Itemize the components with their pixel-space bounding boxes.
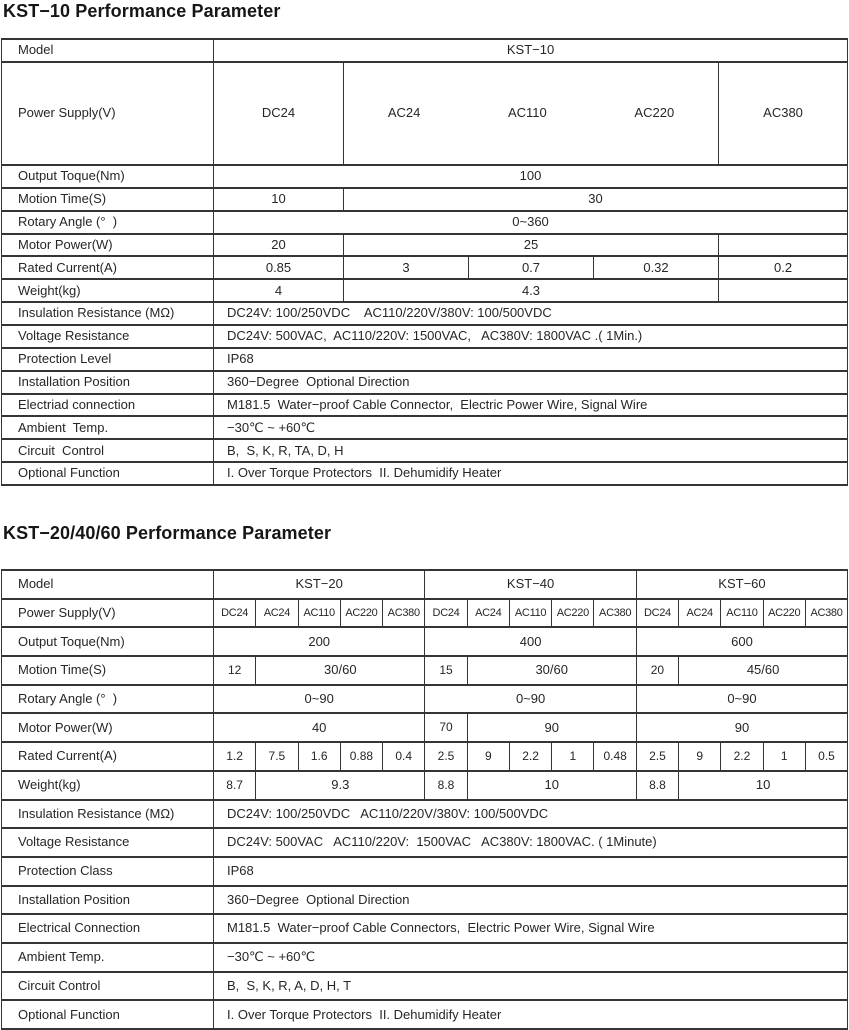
t2-label-protection: Protection Class bbox=[2, 857, 214, 886]
t2-motion-kst40-ac: 30/60 bbox=[467, 656, 636, 685]
t1-row-output-torque bbox=[2, 165, 848, 188]
t1-value-voltage: DC24V: 500VAC, AC110/220V: 1500VAC, AC380V: 1800VAC .( 1Min.) bbox=[214, 325, 848, 348]
t2-value-voltage: DC24V: 500VAC AC110/220V: 1500VAC AC380V: 1800VAC. ( 1Minute) bbox=[214, 828, 848, 857]
t1-label-motion-time: Motion Time(S) bbox=[2, 188, 214, 211]
t1-label-weight: Weight(kg) bbox=[2, 279, 214, 302]
t2-weight-kst40-ac: 10 bbox=[467, 771, 636, 800]
t2-power-cell: AC110 bbox=[721, 599, 763, 628]
t2-angle-kst20: 0~90 bbox=[214, 685, 425, 714]
t2-power-cell: AC24 bbox=[467, 599, 509, 628]
t2-power-cell: DC24 bbox=[425, 599, 467, 628]
t1-row-motion-time bbox=[2, 188, 848, 211]
t2-motor-kst60: 90 bbox=[636, 713, 847, 742]
t1-row-optional bbox=[2, 462, 848, 485]
t2-value-optional: I. Over Torque Protectors II. Dehumidify Heater bbox=[214, 1000, 848, 1029]
t2-power-cell: AC220 bbox=[763, 599, 805, 628]
t2-current-cell: 0.5 bbox=[805, 742, 847, 771]
t2-power-cell: AC380 bbox=[805, 599, 847, 628]
t2-value-ambient: −30℃ ~ +60℃ bbox=[214, 943, 848, 972]
t2-row-connection bbox=[2, 914, 848, 943]
t1-motor-power-dc24: 20 bbox=[214, 234, 344, 257]
t1-row-voltage bbox=[2, 325, 848, 348]
t2-power-cell: AC380 bbox=[594, 599, 636, 628]
t1-row-weight bbox=[2, 279, 848, 302]
t2-label-circuit: Circuit Control bbox=[2, 972, 214, 1001]
t2-current-cell: 9 bbox=[467, 742, 509, 771]
t1-motion-time-ac: 30 bbox=[344, 188, 848, 211]
t1-value-protection: IP68 bbox=[214, 348, 848, 371]
t1-power-ac-spread bbox=[344, 63, 718, 164]
t2-model-kst60: KST−60 bbox=[636, 570, 847, 599]
t1-weight-ac380 bbox=[719, 279, 848, 302]
t2-motor-kst20: 40 bbox=[214, 713, 425, 742]
t2-label-ambient: Ambient Temp. bbox=[2, 943, 214, 972]
t1-label-model: Model bbox=[2, 39, 214, 62]
t2-power-cell: AC110 bbox=[509, 599, 551, 628]
t2-row-motion-time bbox=[2, 656, 848, 685]
t1-label-rated-current: Rated Current(A) bbox=[2, 256, 214, 279]
t1-value-model: KST−10 bbox=[214, 39, 848, 62]
t1-weight-dc24: 4 bbox=[214, 279, 344, 302]
t2-row-rotary-angle bbox=[2, 685, 848, 714]
t2-current-cell: 1.6 bbox=[298, 742, 340, 771]
t1-label-protection: Protection Level bbox=[2, 348, 214, 371]
t2-row-voltage bbox=[2, 828, 848, 857]
t2-current-cell: 0.88 bbox=[340, 742, 382, 771]
t2-row-rated-current bbox=[2, 742, 848, 771]
t1-value-rotary-angle: 0~360 bbox=[214, 211, 848, 234]
t1-row-power-supply bbox=[2, 62, 848, 165]
t1-label-connection: Electriad connection bbox=[2, 394, 214, 417]
t1-label-power-supply: Power Supply(V) bbox=[2, 62, 214, 165]
t1-row-insulation bbox=[2, 302, 848, 325]
t2-current-cell: 9 bbox=[679, 742, 721, 771]
kst10-parameter-table bbox=[1, 38, 848, 486]
t2-motion-kst20-ac: 30/60 bbox=[256, 656, 425, 685]
t1-row-circuit bbox=[2, 439, 848, 462]
t1-label-voltage: Voltage Resistance bbox=[2, 325, 214, 348]
t2-row-installation bbox=[2, 886, 848, 915]
t2-row-model bbox=[2, 570, 848, 599]
t2-current-cell: 0.4 bbox=[383, 742, 425, 771]
t2-row-optional bbox=[2, 1000, 848, 1029]
t1-label-motor-power: Motor Power(W) bbox=[2, 234, 214, 257]
t1-value-insulation: DC24V: 100/250VDC AC110/220V/380V: 100/500VDC bbox=[214, 302, 848, 325]
t1-row-ambient bbox=[2, 416, 848, 439]
t1-value-connection: M181.5 Water−proof Cable Connector, Electric Power Wire, Signal Wire bbox=[214, 394, 848, 417]
t1-current-dc24: 0.85 bbox=[214, 256, 344, 279]
t2-value-protection: IP68 bbox=[214, 857, 848, 886]
t1-power-dc24: DC24 bbox=[214, 62, 344, 165]
t2-weight-kst60-dc: 8.8 bbox=[636, 771, 678, 800]
t2-power-cell: AC110 bbox=[298, 599, 340, 628]
t2-current-cell: 1 bbox=[763, 742, 805, 771]
t2-label-optional: Optional Function bbox=[2, 1000, 214, 1029]
t2-label-weight: Weight(kg) bbox=[2, 771, 214, 800]
t2-torque-kst40: 400 bbox=[425, 627, 636, 656]
t1-row-rated-current bbox=[2, 256, 848, 279]
t2-label-insulation: Insulation Resistance (MΩ) bbox=[2, 800, 214, 829]
t1-weight-ac: 4.3 bbox=[344, 279, 719, 302]
t2-current-cell: 2.2 bbox=[721, 742, 763, 771]
t2-current-cell: 1 bbox=[552, 742, 594, 771]
t1-label-insulation: Insulation Resistance (MΩ) bbox=[2, 302, 214, 325]
t1-label-ambient: Ambient Temp. bbox=[2, 416, 214, 439]
t2-label-motor-power: Motor Power(W) bbox=[2, 713, 214, 742]
t1-row-model bbox=[2, 39, 848, 62]
t1-label-installation: Installation Position bbox=[2, 371, 214, 394]
t2-row-weight bbox=[2, 771, 848, 800]
t2-angle-kst40: 0~90 bbox=[425, 685, 636, 714]
kst10-title: KST−10 Performance Parameter bbox=[3, 1, 281, 21]
kst204060-parameter-table bbox=[1, 569, 848, 1030]
t2-power-cell: AC220 bbox=[552, 599, 594, 628]
t2-row-ambient bbox=[2, 943, 848, 972]
t2-weight-kst20-ac: 9.3 bbox=[256, 771, 425, 800]
t2-label-output-torque: Output Toque(Nm) bbox=[2, 627, 214, 656]
t2-model-kst40: KST−40 bbox=[425, 570, 636, 599]
t2-value-circuit: B, S, K, R, A, D, H, T bbox=[214, 972, 848, 1001]
t1-label-circuit: Circuit Control bbox=[2, 439, 214, 462]
t2-motion-kst40-dc: 15 bbox=[425, 656, 467, 685]
t2-motion-kst60-dc: 20 bbox=[636, 656, 678, 685]
t2-label-rotary-angle: Rotary Angle (° ) bbox=[2, 685, 214, 714]
t1-motor-power-ac: 25 bbox=[344, 234, 719, 257]
t2-motion-kst60-ac: 45/60 bbox=[679, 656, 848, 685]
t2-label-motion-time: Motion Time(S) bbox=[2, 656, 214, 685]
t2-label-connection: Electrical Connection bbox=[2, 914, 214, 943]
t2-torque-kst60: 600 bbox=[636, 627, 847, 656]
t2-row-insulation bbox=[2, 800, 848, 829]
t1-row-connection bbox=[2, 394, 848, 417]
t2-weight-kst40-dc: 8.8 bbox=[425, 771, 467, 800]
t1-power-ac220: AC220 bbox=[634, 105, 675, 121]
t2-power-cell: AC380 bbox=[383, 599, 425, 628]
t1-value-circuit: B, S, K, R, TA, D, H bbox=[214, 439, 848, 462]
t2-weight-kst60-ac: 10 bbox=[679, 771, 848, 800]
t2-power-cell: DC24 bbox=[636, 599, 678, 628]
t1-value-installation: 360−Degree Optional Direction bbox=[214, 371, 848, 394]
t1-motor-power-ac380 bbox=[719, 234, 848, 257]
t1-label-rotary-angle: Rotary Angle (° ) bbox=[2, 211, 214, 234]
t2-label-voltage: Voltage Resistance bbox=[2, 828, 214, 857]
t1-current-ac110: 0.7 bbox=[469, 256, 594, 279]
t2-torque-kst20: 200 bbox=[214, 627, 425, 656]
t1-row-motor-power bbox=[2, 234, 848, 257]
t2-row-circuit bbox=[2, 972, 848, 1001]
t2-current-cell: 0.48 bbox=[594, 742, 636, 771]
t1-label-optional: Optional Function bbox=[2, 462, 214, 485]
t1-motion-time-dc24: 10 bbox=[214, 188, 344, 211]
kst204060-title: KST−20/40/60 Performance Parameter bbox=[3, 523, 332, 543]
t2-motor-kst40-dc: 70 bbox=[425, 713, 467, 742]
t2-weight-kst20-dc: 8.7 bbox=[214, 771, 256, 800]
t1-power-ac110: AC110 bbox=[507, 105, 547, 121]
t2-row-output-torque bbox=[2, 627, 848, 656]
t2-power-cell: AC24 bbox=[256, 599, 298, 628]
t1-row-rotary-angle bbox=[2, 211, 848, 234]
t1-current-ac380: 0.2 bbox=[719, 256, 848, 279]
t2-value-installation: 360−Degree Optional Direction bbox=[214, 886, 848, 915]
t2-motor-kst40-ac: 90 bbox=[467, 713, 636, 742]
t2-angle-kst60: 0~90 bbox=[636, 685, 847, 714]
t2-power-cell: DC24 bbox=[214, 599, 256, 628]
t1-current-ac220: 0.32 bbox=[594, 256, 719, 279]
t2-label-rated-current: Rated Current(A) bbox=[2, 742, 214, 771]
t2-power-cell: AC220 bbox=[340, 599, 382, 628]
t2-motion-kst20-dc: 12 bbox=[214, 656, 256, 685]
t2-row-protection bbox=[2, 857, 848, 886]
t2-label-model: Model bbox=[2, 570, 214, 599]
t2-row-motor-power bbox=[2, 713, 848, 742]
t1-power-ac-group bbox=[344, 62, 719, 165]
t2-label-installation: Installation Position bbox=[2, 886, 214, 915]
t1-row-protection bbox=[2, 348, 848, 371]
t1-value-ambient: −30℃ ~ +60℃ bbox=[214, 416, 848, 439]
t1-power-ac380: AC380 bbox=[719, 62, 848, 165]
t2-label-power-supply: Power Supply(V) bbox=[2, 599, 214, 628]
t1-current-ac24: 3 bbox=[344, 256, 469, 279]
t2-model-kst20: KST−20 bbox=[214, 570, 425, 599]
t2-current-cell: 2.5 bbox=[636, 742, 678, 771]
t2-current-cell: 2.5 bbox=[425, 742, 467, 771]
t2-value-connection: M181.5 Water−proof Cable Connectors, Electric Power Wire, Signal Wire bbox=[214, 914, 848, 943]
t1-power-ac24: AC24 bbox=[387, 105, 421, 121]
t2-value-insulation: DC24V: 100/250VDC AC110/220V/380V: 100/500VDC bbox=[214, 800, 848, 829]
t1-value-output-torque: 100 bbox=[214, 165, 848, 188]
t1-row-installation bbox=[2, 371, 848, 394]
t2-row-power-supply bbox=[2, 599, 848, 628]
t2-power-cell: AC24 bbox=[679, 599, 721, 628]
t1-value-optional: I. Over Torque Protectors II. Dehumidify Heater bbox=[214, 462, 848, 485]
t1-label-output-torque: Output Toque(Nm) bbox=[2, 165, 214, 188]
t2-current-cell: 7.5 bbox=[256, 742, 298, 771]
t2-current-cell: 1.2 bbox=[214, 742, 256, 771]
t2-current-cell: 2.2 bbox=[509, 742, 551, 771]
